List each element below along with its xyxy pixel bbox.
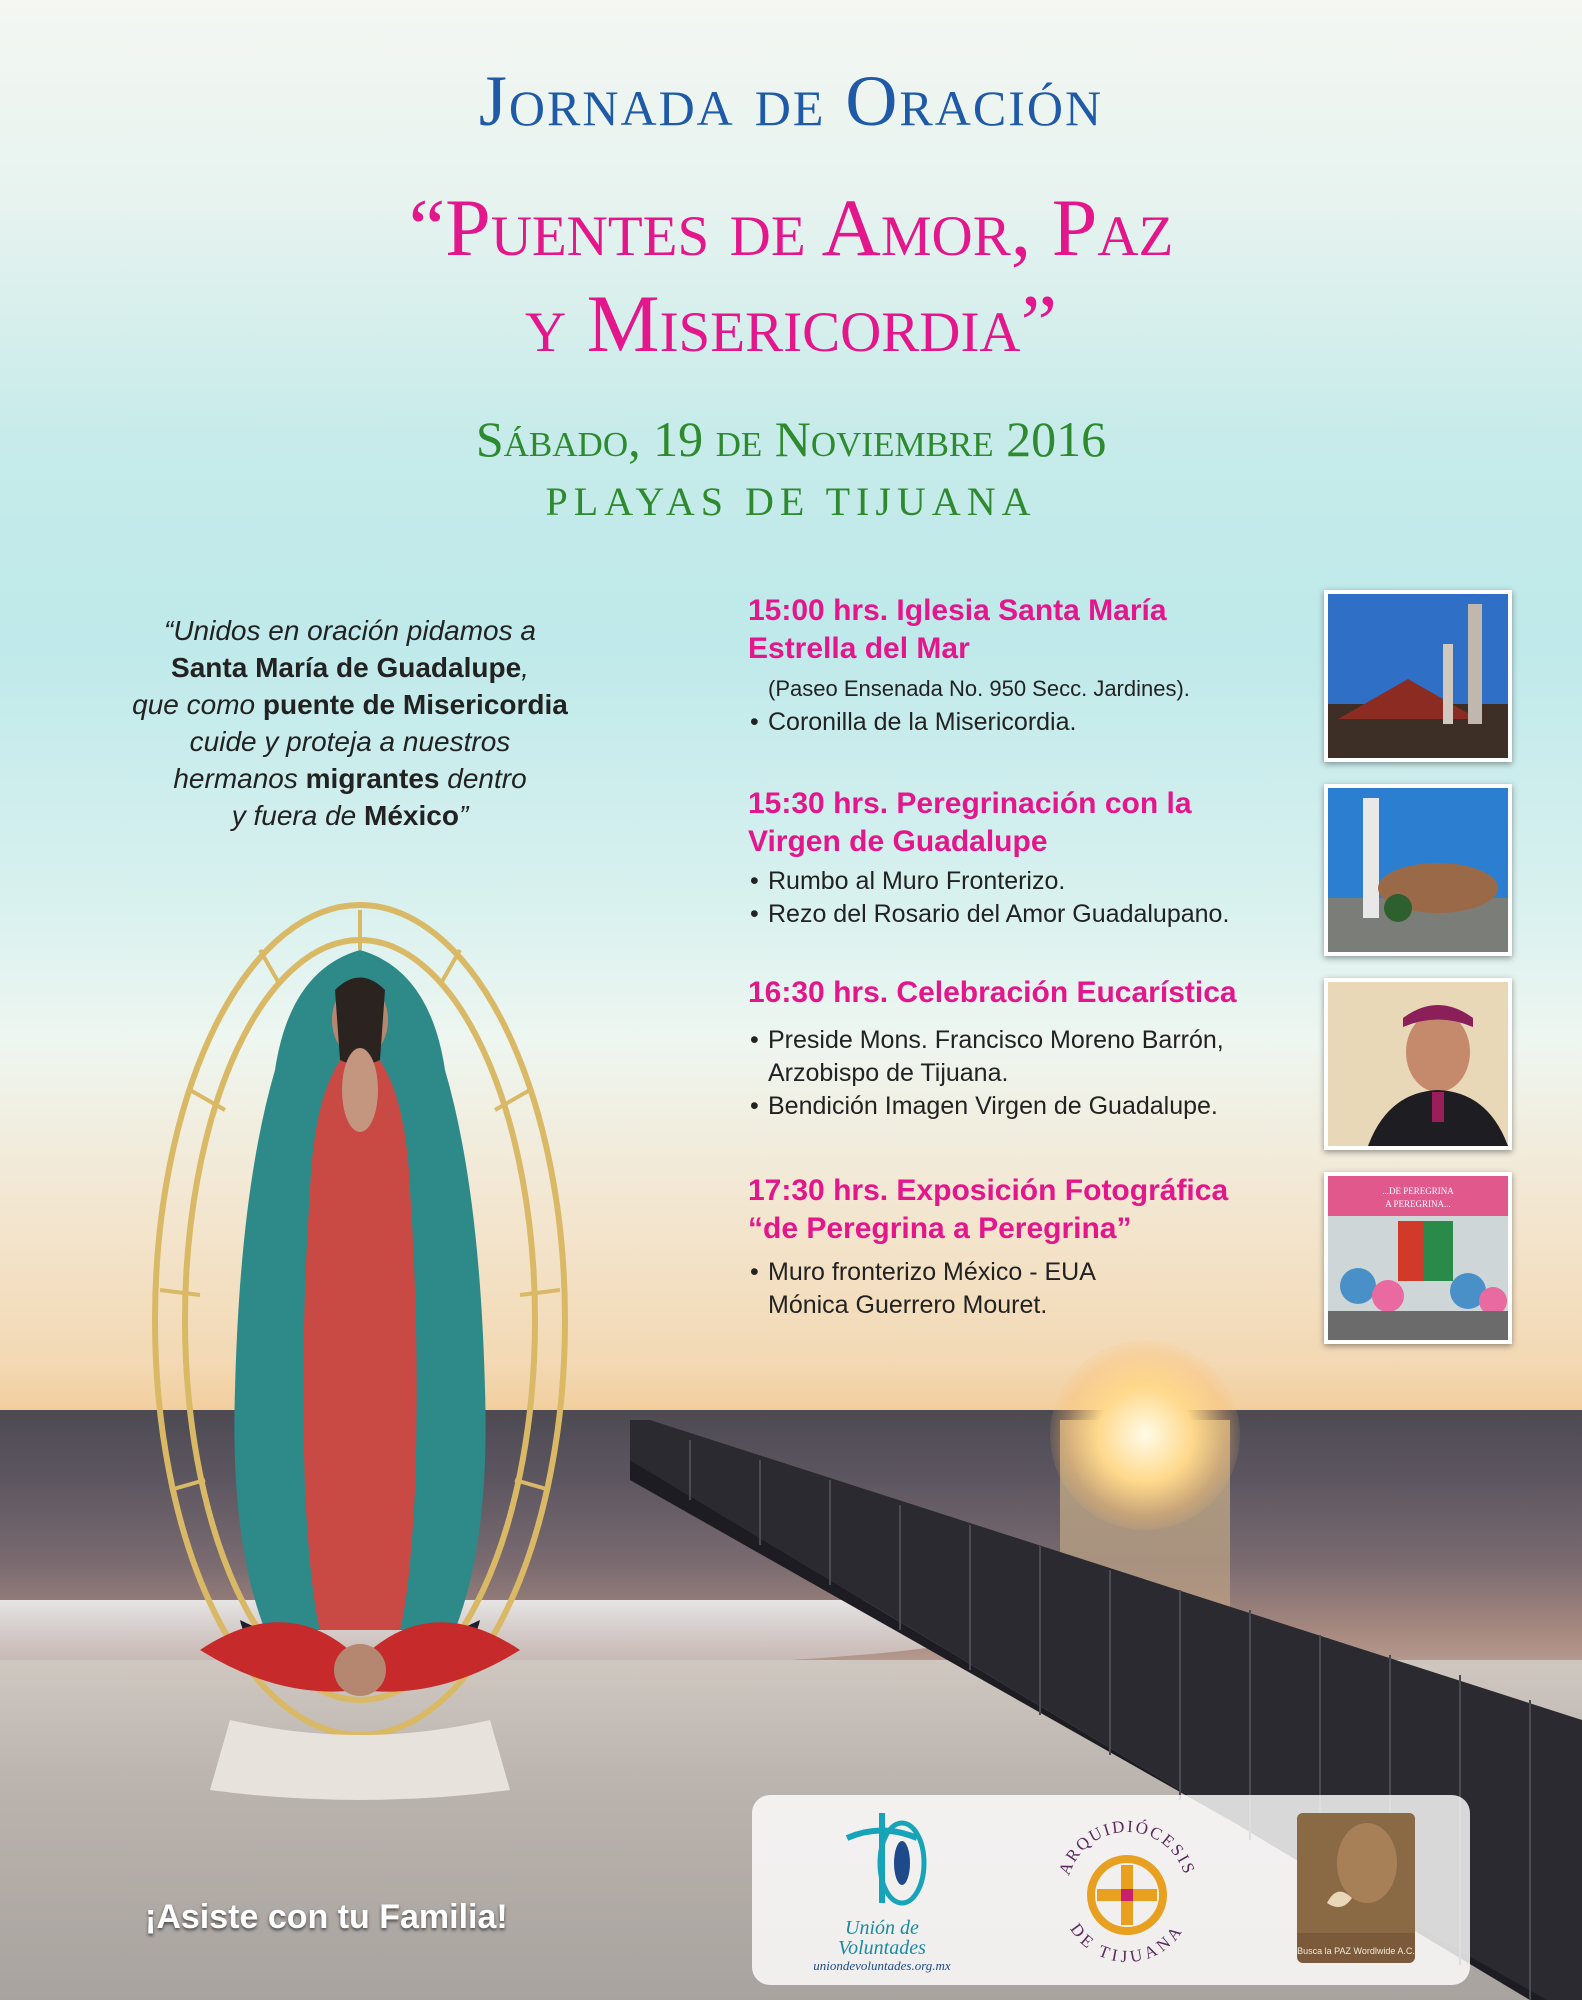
union-de-voluntades-logo	[807, 1803, 957, 1981]
quote-bold: puente de Misericordia	[262, 689, 568, 720]
quote-text: y fuera de	[231, 800, 365, 831]
quote-text: hermanos	[173, 763, 306, 794]
schedule-bullet: • Rezo del Rosario del Amor Guadalupano.	[748, 898, 1308, 931]
union-name-line1: Unión de	[845, 1917, 919, 1939]
schedule-text: Mónica Guerrero Mouret.	[768, 1291, 1048, 1319]
event-title: Jornada de Oración	[478, 61, 1104, 141]
exhibition-photo	[1324, 1172, 1512, 1344]
schedule-address: (Paseo Ensenada No. 950 Secc. Jardines).	[768, 676, 1190, 701]
schedule-bullet: • Rumbo al Muro Fronterizo.	[748, 865, 1308, 898]
schedule-bullet-cont	[748, 1289, 1308, 1322]
archbishop-photo	[1324, 978, 1512, 1150]
quote-text: que como	[132, 689, 263, 720]
event-theme-line1: “Puentes de Amor, Paz	[408, 182, 1174, 273]
schedule-title: 15:30 hrs. Peregrinación con la	[748, 787, 1192, 820]
schedule-bullet: • Bendición Imagen Virgen de Guadalupe.	[748, 1090, 1308, 1123]
event-theme	[0, 180, 1582, 372]
quote-text: ”	[458, 800, 469, 831]
quote-line	[70, 686, 630, 723]
prayer-quote	[70, 612, 630, 834]
schedule-text: Arzobispo de Tijuana.	[768, 1059, 1009, 1087]
union-name-line2: Voluntades	[838, 1937, 926, 1959]
event-theme-line2: y Misericordia”	[525, 278, 1057, 369]
schedule-title: 15:00 hrs. Iglesia Santa María	[748, 594, 1167, 627]
virgin-of-guadalupe-statue	[140, 890, 580, 1810]
schedule-item	[748, 592, 1308, 739]
photo-caption: A PEREGRINA...	[1385, 1199, 1451, 1209]
paz-logo-icon	[1297, 1813, 1415, 1933]
schedule-bullet: • Muro fronterizo México - EUA	[748, 1256, 1308, 1289]
schedule-title: 17:30 hrs. Exposición Fotográfica	[748, 1174, 1229, 1207]
quote-text: dentro	[439, 763, 527, 794]
schedule-bullet: • Preside Mons. Francisco Moreno Barrón,	[748, 1024, 1308, 1057]
quote-line: “Unidos en oración pidamos a	[164, 615, 536, 646]
quote-text: ,	[521, 652, 529, 683]
svg-text:DE TIJUANA	[1066, 1920, 1187, 1966]
quote-line	[70, 760, 630, 797]
event-date: Sábado, 19 de Noviembre 2016	[475, 411, 1107, 467]
quote-bold: Santa María de Guadalupe	[171, 652, 522, 683]
quote-line: cuide y proteja a nuestros	[189, 726, 511, 757]
quote-bold: migrantes	[305, 763, 440, 794]
union-url: uniondevoluntades.org.mx	[813, 1958, 951, 1973]
arqui-bottom-text: DE TIJUANA	[1066, 1919, 1188, 1967]
family-invitation: ¡Asiste con tu Familia!	[145, 1898, 508, 1936]
schedule-title: 16:30 hrs. Celebración Eucarística	[748, 976, 1237, 1009]
church-photo	[1324, 590, 1512, 762]
quote-line	[70, 797, 630, 834]
union-logo-icon	[827, 1803, 937, 1913]
schedule-title: Virgen de Guadalupe	[748, 825, 1048, 858]
schedule-item	[748, 785, 1308, 931]
schedule-title: “de Peregrina a Peregrina”	[748, 1212, 1132, 1245]
event-place: PLAYAS DE TIJUANA	[545, 479, 1037, 524]
schedule-bullet-cont	[748, 1057, 1308, 1090]
schedule-bullet: • Coronilla de la Misericordia.	[748, 706, 1308, 739]
arqui-top-text: ARQUIDIÓCESIS	[1054, 1816, 1200, 1878]
schedule-title: Estrella del Mar	[748, 632, 970, 665]
photo-caption: ...DE PEREGRINA	[1382, 1186, 1454, 1196]
sponsor-logos-panel	[752, 1795, 1470, 1985]
paz-caption: Busca la PAZ Wordlwide A.C.	[1297, 1946, 1415, 1956]
busca-la-paz-logo	[1297, 1813, 1415, 1963]
quote-bold: México	[364, 800, 459, 831]
arquidiocesis-tijuana-logo	[1042, 1807, 1212, 1977]
quote-line	[70, 649, 630, 686]
lighthouse-photo	[1324, 784, 1512, 956]
schedule-item	[748, 974, 1308, 1123]
schedule-item	[748, 1172, 1308, 1322]
